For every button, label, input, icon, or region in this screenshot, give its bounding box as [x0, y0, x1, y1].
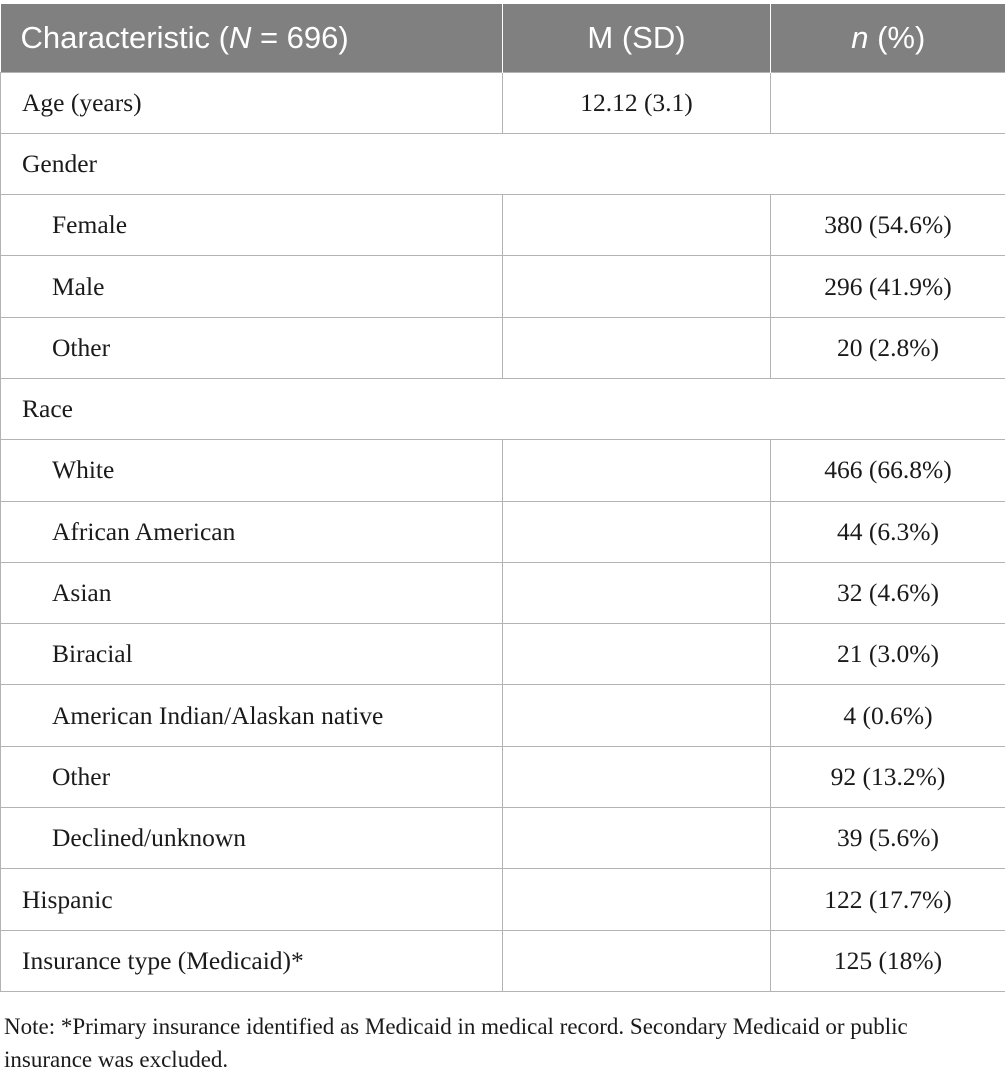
table-row: [1, 72, 1005, 133]
table-row: [1, 195, 1005, 256]
row-label: Biracial: [1, 624, 503, 685]
table-row: [1, 501, 1005, 562]
row-msd: [503, 930, 771, 991]
row-label: Declined/unknown: [1, 808, 503, 869]
row-label: Hispanic: [1, 869, 503, 930]
header-characteristic-n: N: [228, 19, 252, 55]
row-msd: [503, 869, 771, 930]
section-label: Gender: [1, 133, 1005, 194]
header-characteristic-prefix: Characteristic (: [20, 19, 229, 55]
row-n: 380 (54.6%): [771, 195, 1005, 256]
table-row: [1, 746, 1005, 807]
section-label: Race: [1, 378, 1005, 439]
row-n: 44 (6.3%): [771, 501, 1005, 562]
row-msd: [503, 746, 771, 807]
row-n: 20 (2.8%): [771, 317, 1005, 378]
table-section-row: [1, 133, 1005, 194]
row-n: 32 (4.6%): [771, 562, 1005, 623]
header-m-sd: M (SD): [503, 4, 771, 72]
row-n: 466 (66.8%): [771, 440, 1005, 501]
row-label: Insurance type (Medicaid)*: [1, 930, 503, 991]
table-row: [1, 869, 1005, 930]
row-msd: [503, 808, 771, 869]
row-label: Asian: [1, 562, 503, 623]
row-n: 21 (3.0%): [771, 624, 1005, 685]
row-label: Age (years): [1, 72, 503, 133]
row-label: Other: [1, 746, 503, 807]
row-label: Female: [1, 195, 503, 256]
row-label: Male: [1, 256, 503, 317]
table-row: [1, 317, 1005, 378]
row-n: [771, 72, 1005, 133]
row-n: 39 (5.6%): [771, 808, 1005, 869]
row-n: 296 (41.9%): [771, 256, 1005, 317]
table-row: [1, 440, 1005, 501]
header-characteristic: [1, 4, 503, 72]
table-row: [1, 930, 1005, 991]
row-msd: [503, 562, 771, 623]
row-label: White: [1, 440, 503, 501]
table-section-row: [1, 378, 1005, 439]
row-n: 92 (13.2%): [771, 746, 1005, 807]
row-msd: [503, 317, 771, 378]
table-row: [1, 808, 1005, 869]
row-label: American Indian/Alaskan native: [1, 685, 503, 746]
header-n-pct: [771, 4, 1005, 72]
row-n: 4 (0.6%): [771, 685, 1005, 746]
table-row: [1, 562, 1005, 623]
row-msd: [503, 195, 771, 256]
table-header: [1, 4, 1005, 72]
row-n: 122 (17.7%): [771, 869, 1005, 930]
row-msd: 12.12 (3.1): [503, 72, 771, 133]
header-row: [1, 4, 1005, 72]
row-n: 125 (18%): [771, 930, 1005, 991]
table-row: [1, 256, 1005, 317]
table-body: [1, 72, 1005, 991]
header-characteristic-suffix: = 696): [251, 19, 349, 55]
table-footnote: Note: *Primary insurance identified as Medicaid in medical record. Secondary Medicaid or public insurance was excluded.: [4, 1014, 908, 1072]
table-row: [1, 624, 1005, 685]
demographics-table-container: [0, 4, 1005, 992]
demographics-table: [0, 4, 1005, 992]
row-msd: [503, 624, 771, 685]
header-n-italic: n: [851, 19, 869, 55]
row-msd: [503, 685, 771, 746]
row-msd: [503, 440, 771, 501]
header-pct: (%): [868, 19, 926, 55]
row-msd: [503, 501, 771, 562]
table-row: [1, 685, 1005, 746]
row-label: African American: [1, 501, 503, 562]
row-msd: [503, 256, 771, 317]
row-label: Other: [1, 317, 503, 378]
